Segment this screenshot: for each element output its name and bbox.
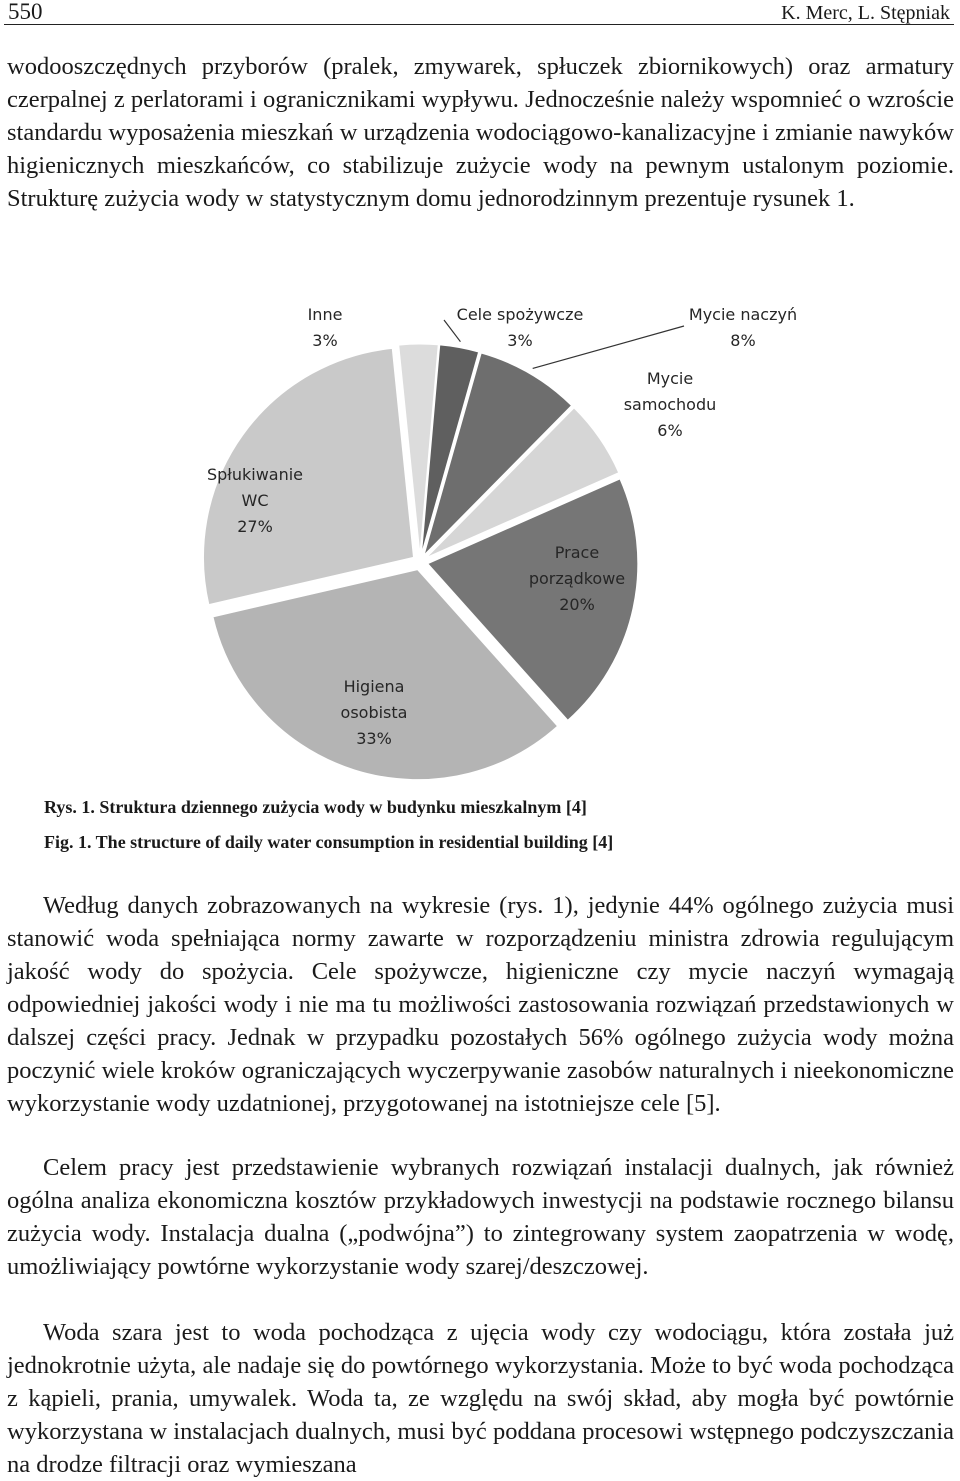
figure-caption-en: Fig. 1. The structure of daily water consumption in residential building [4] [44,832,614,852]
figure-caption-pl: Rys. 1. Struktura dziennego zużycia wody w budynku mieszkalnym [4] [44,797,587,817]
slice-label: Mycie naczyń 8% [688,305,798,350]
label-leader-line [533,326,684,368]
pie-chart-svg [180,290,840,780]
slice-label: Prace porządkowe 20% [528,543,626,614]
paragraph-intro: wodooszczędnych przyborów (pralek, zmywarek, spłuczek zbiornikowych) oraz armatury czerpalnej z perlatorami i ogranicznikami wypływu. Jednocześnie należy wspomnieć o wzroście standardu wyposażenia mieszkań w urządzenia wodociągowo-kanalizacyjne i zmianie nawyków higienicznych mieszkańców, co stabilizuje zużycie wody na pewnym ustalonym poziomie. Strukturę zużycia wody w statystycznym domu jednorodzinnym prezentuje rysunek 1. [7,53,954,212]
paragraph-aim: Celem pracy jest przedstawienie wybranych rozwiązań instalacji dualnych, jak również ogólna analiza ekonomiczna kosztów przykładowych inwestycji na podstawie rocznego bilansu zużycia wody. Instalacja dualna („podwójna”) to zintegrowany system zaopatrzenia w wodę, umożliwiający powtórne wykorzystanie wody szarej/deszczowej. [7,1154,954,1280]
running-head-authors: K. Merc, L. Stępniak [781,2,950,24]
slice-label: Spłukiwanie WC 27% [206,465,304,536]
page-number: 550 [8,0,43,24]
slice-label: Inne 3% [307,305,343,350]
paragraph-grey-water: Woda szara jest to woda pochodząca z ujęcia wody czy wodociągu, która została już jednokrotnie użyta, ale nadaje się do powtórnego wykorzystania. Może to być woda pochodząca z kąpieli, prania, umywalek. Woda ta, ze względu na swój skład, aby mogła być powtórnie wykorzystana w instalacjach dualnych, musi być poddana procesowi wstępnego podczyszczania na drodze filtracji oraz wymieszana [7,1319,954,1478]
pie-chart [180,290,840,780]
slice-label: Cele spożywcze 3% [456,305,584,350]
running-header [4,0,954,25]
slice-label: Mycie samochodu 6% [623,369,717,440]
slice-label: Higiena osobista 33% [340,677,408,748]
paragraph-analysis: Według danych zobrazowanych na wykresie (rys. 1), jedynie 44% ogólnego zużycia musi stanowić woda spełniająca normy zawarte w rozporządzeniu ministra zdrowia regulującym jakość wody do spożycia. Cele spożywcze, higieniczne czy mycie naczyń wymagają odpowiedniej jakości wody i nie ma tu możliwości zastosowania rozwiązań przedstawionych w dalszej części pracy. Jednak w przypadku pozostałych 56% ogólnego zużycia wody można poczynić wiele kroków ograniczających wyczerpywanie zasobów naturalnych i nieekonomiczne wykorzystanie wody uzdatnionej, przygotowanej na istotniejsze cele [5]. [7,892,954,1117]
